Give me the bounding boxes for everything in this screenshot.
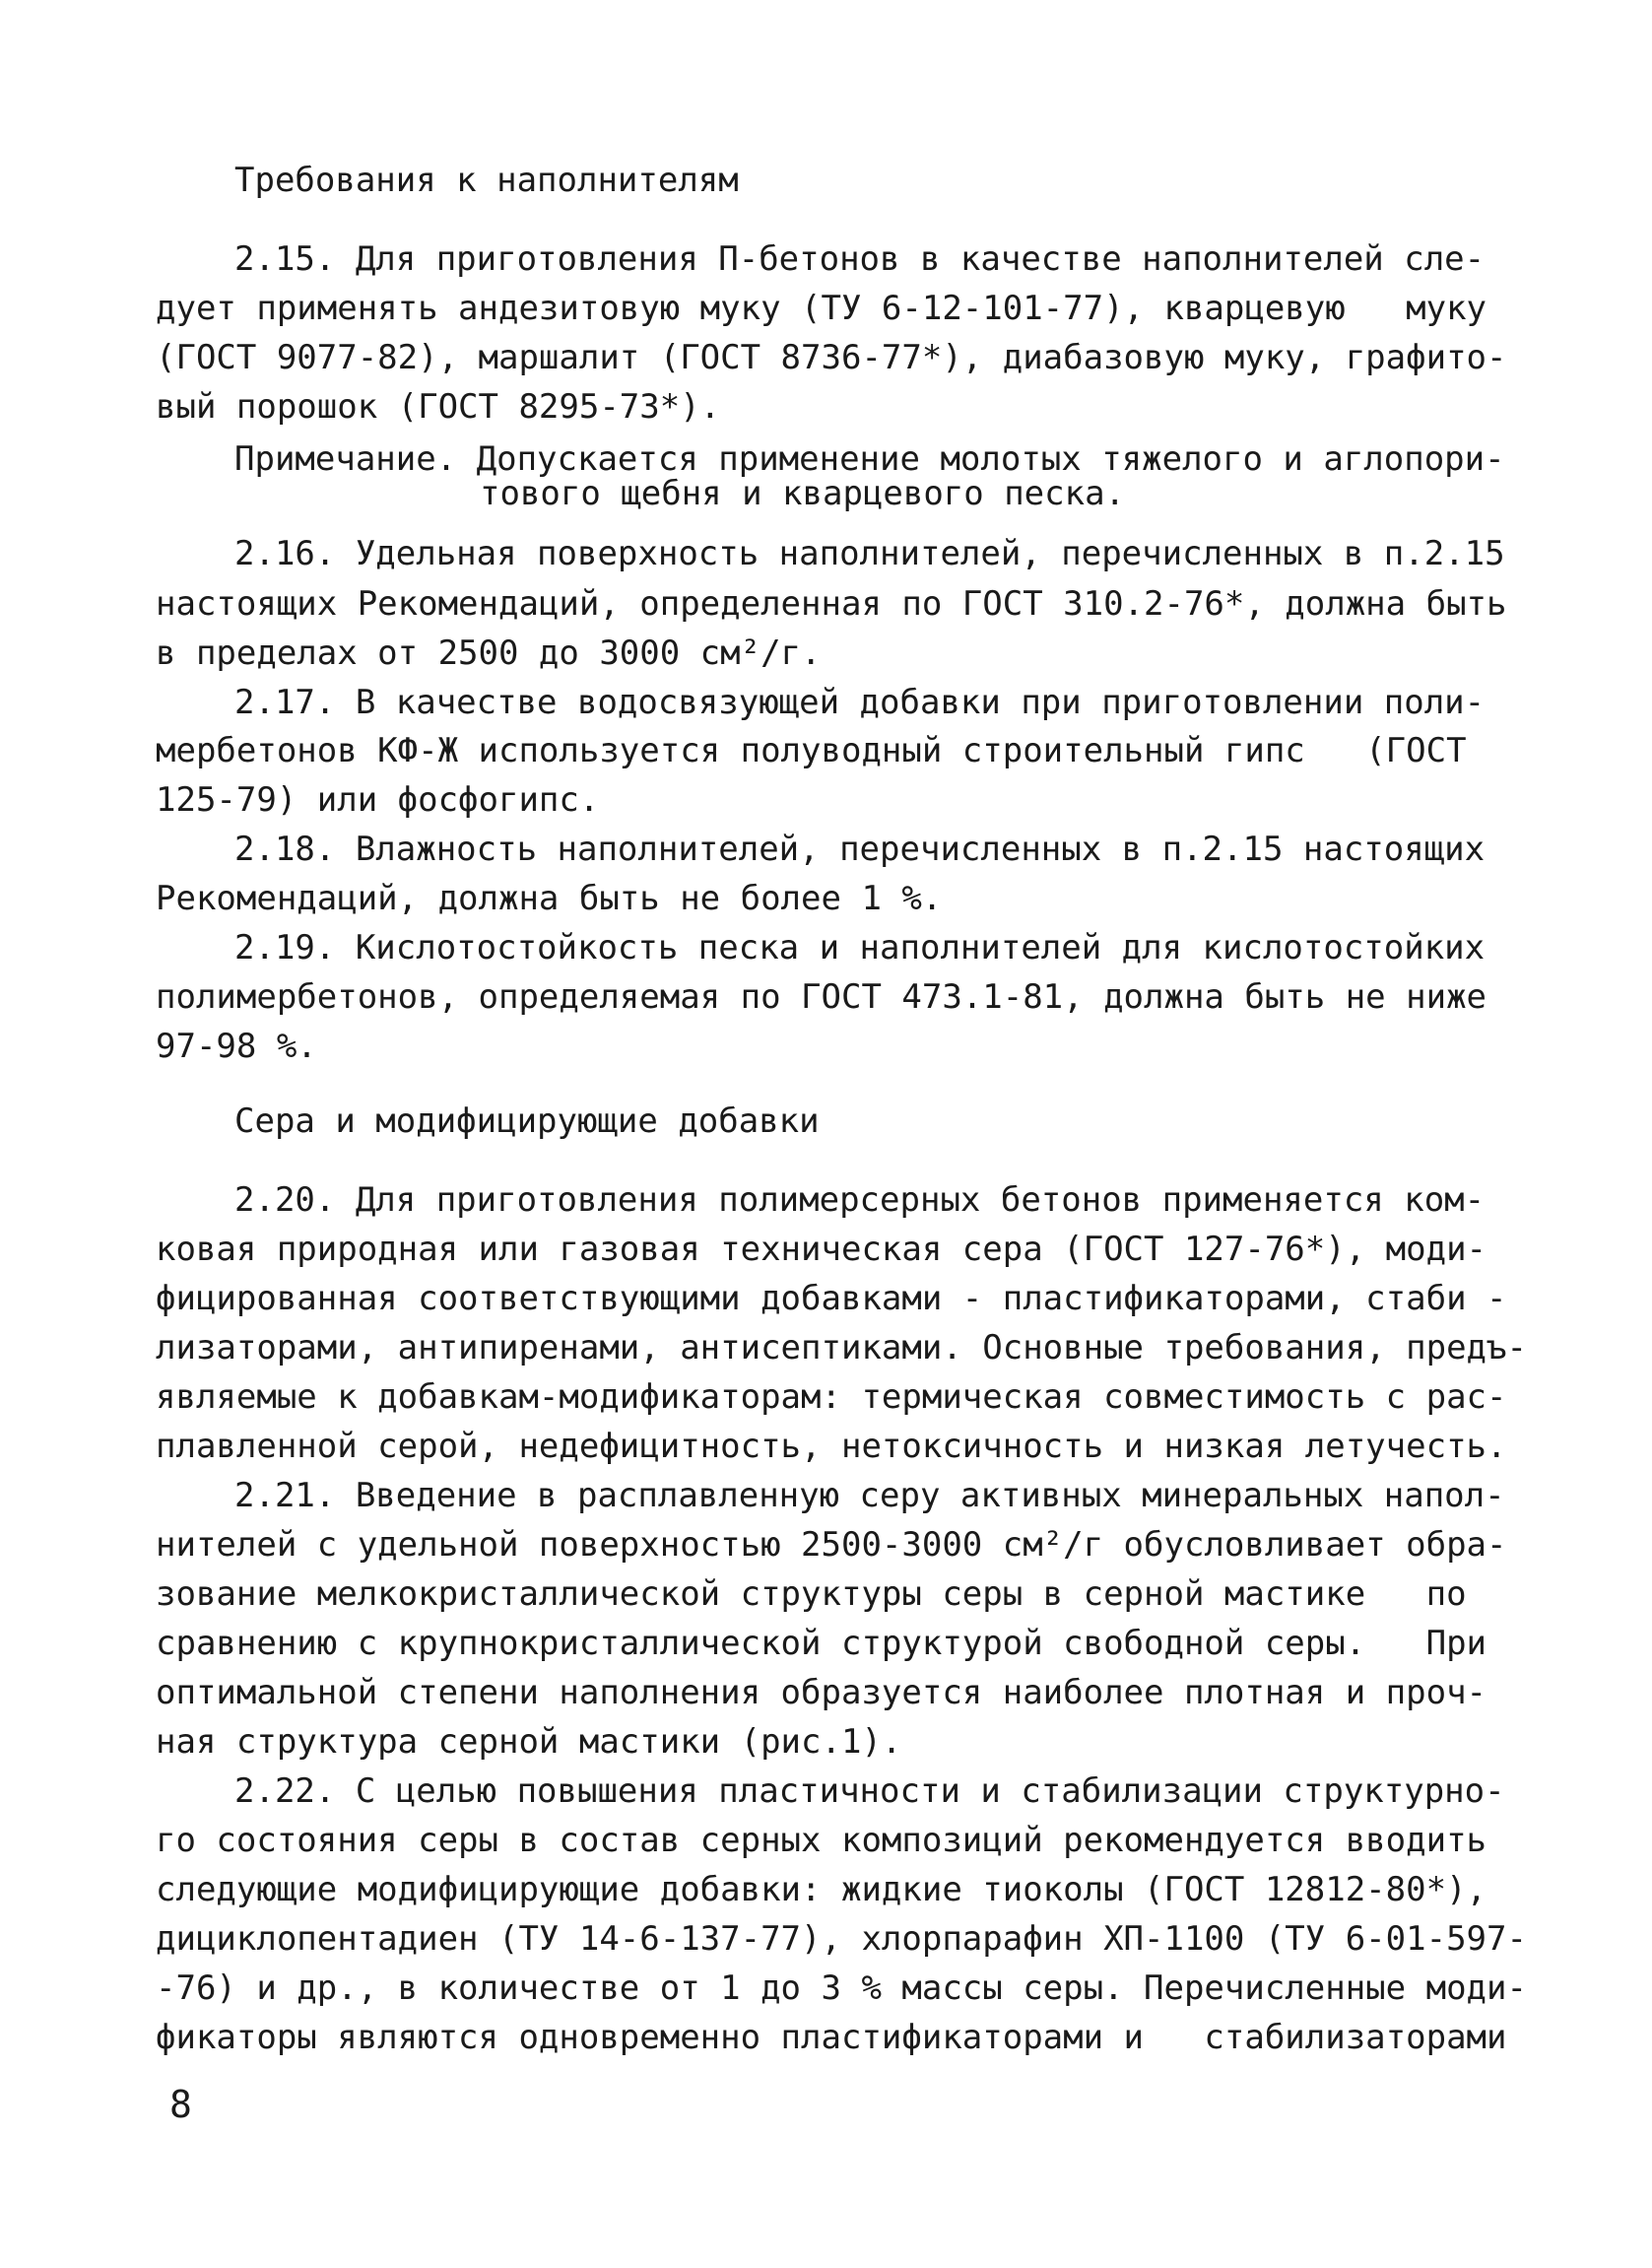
paragraph-2-20-line-5: являемые к добавкам-модификаторам: термическая совместимость с рас- — [156, 1377, 1507, 1417]
paragraph-2-16-line-3: в пределах от 2500 до 3000 см²/г. — [156, 634, 822, 673]
paragraph-2-22-line-5: -76) и др., в количестве от 1 до 3 % массы серы. Перечисленные моди- — [156, 1968, 1527, 2008]
paragraph-2-21-line-2: нителей с удельной поверхностью 2500-3000 см²/г обусловливает обра- — [156, 1525, 1507, 1565]
paragraph-2-20-line-1: 2.20. Для приготовления полимерсерных бетонов применяется ком- — [234, 1180, 1486, 1220]
paragraph-2-15-line-3: (ГОСТ 9077-82), маршалит (ГОСТ 8736-77*), диабазовую муку, графито- — [156, 338, 1507, 377]
paragraph-2-22-line-4: дициклопентадиен (ТУ 14-6-137-77), хлорпарафин ХП-1100 (ТУ 6-01-597- — [156, 1919, 1527, 1959]
paragraph-2-21-line-3: зование мелкокристаллической структуры серы в серной мастике по — [156, 1574, 1467, 1614]
paragraph-2-15-line-4: вый порошок (ГОСТ 8295-73*). — [156, 387, 721, 427]
paragraph-2-19-line-3: 97-98 %. — [156, 1027, 317, 1066]
paragraph-2-22-line-6: фикаторы являются одновременно пластификаторами и стабилизаторами — [156, 2018, 1507, 2057]
paragraph-2-21-line-1: 2.21. Введение в расплавленную серу активных минеральных напол- — [234, 1476, 1505, 1515]
paragraph-2-15-line-2: дует применять андезитовую муку (ТУ 6-12-101-77), кварцевую муку — [156, 289, 1487, 328]
paragraph-2-15-line-1: 2.15. Для приготовления П-бетонов в качестве наполнителей сле- — [234, 239, 1486, 279]
paragraph-2-22-line-2: го состояния серы в состав серных композиций рекомендуется вводить — [156, 1821, 1487, 1860]
paragraph-2-19-line-2: полимербетонов, определяемая по ГОСТ 473.1-81, должна быть не ниже — [156, 977, 1487, 1017]
note-line-2: тового щебня и кварцевого песка. — [480, 474, 1126, 513]
section-heading-sulfur: Сера и модифицирующие добавки — [234, 1101, 820, 1141]
paragraph-2-19-line-1: 2.19. Кислотостойкость песка и наполнителей для кислотостойких — [234, 928, 1486, 967]
paragraph-2-20-line-2: ковая природная или газовая техническая сера (ГОСТ 127-76*), моди- — [156, 1230, 1487, 1269]
note-line-1: Примечание. Допускается применение молотых тяжелого и аглопори- — [234, 439, 1505, 479]
section-heading-fillers: Требования к наполнителям — [234, 161, 739, 200]
paragraph-2-16-line-2: настоящих Рекомендаций, определенная по ГОСТ 310.2-76*, должна быть — [156, 584, 1507, 624]
paragraph-2-17-line-3: 125-79) или фосфогипс. — [156, 780, 600, 820]
paragraph-2-20-line-3: фицированная соответствующими добавками - пластификаторами, стаби - — [156, 1279, 1507, 1318]
paragraph-2-20-line-6: плавленной серой, недефицитность, нетоксичность и низкая летучесть. — [156, 1427, 1507, 1466]
paragraph-2-18-line-2: Рекомендаций, должна быть не более 1 %. — [156, 879, 943, 918]
paragraph-2-21-line-4: сравнению с крупнокристаллической структурой свободной серы. При — [156, 1624, 1487, 1663]
paragraph-2-20-line-4: лизаторами, антипиренами, антисептиками. Основные требования, предъ- — [156, 1328, 1527, 1367]
paragraph-2-21-line-6: ная структура серной мастики (рис.1). — [156, 1722, 902, 1762]
paragraph-2-21-line-5: оптимальной степени наполнения образуется наиболее плотная и проч- — [156, 1673, 1487, 1712]
paragraph-2-17-line-2: мербетонов КФ-Ж используется полуводный строительный гипс (ГОСТ — [156, 731, 1467, 770]
paragraph-2-18-line-1: 2.18. Влажность наполнителей, перечисленных в п.2.15 настоящих — [234, 830, 1486, 869]
paragraph-2-22-line-1: 2.22. С целью повышения пластичности и стабилизации структурно- — [234, 1771, 1505, 1811]
page-number: 8 — [169, 2083, 192, 2126]
paragraph-2-16-line-1: 2.16. Удельная поверхность наполнителей, перечисленных в п.2.15 — [234, 534, 1505, 573]
paragraph-2-17-line-1: 2.17. В качестве водосвязующей добавки при приготовлении поли- — [234, 683, 1486, 722]
paragraph-2-22-line-3: следующие модифицирующие добавки: жидкие тиоколы (ГОСТ 12812-80*), — [156, 1870, 1487, 1909]
